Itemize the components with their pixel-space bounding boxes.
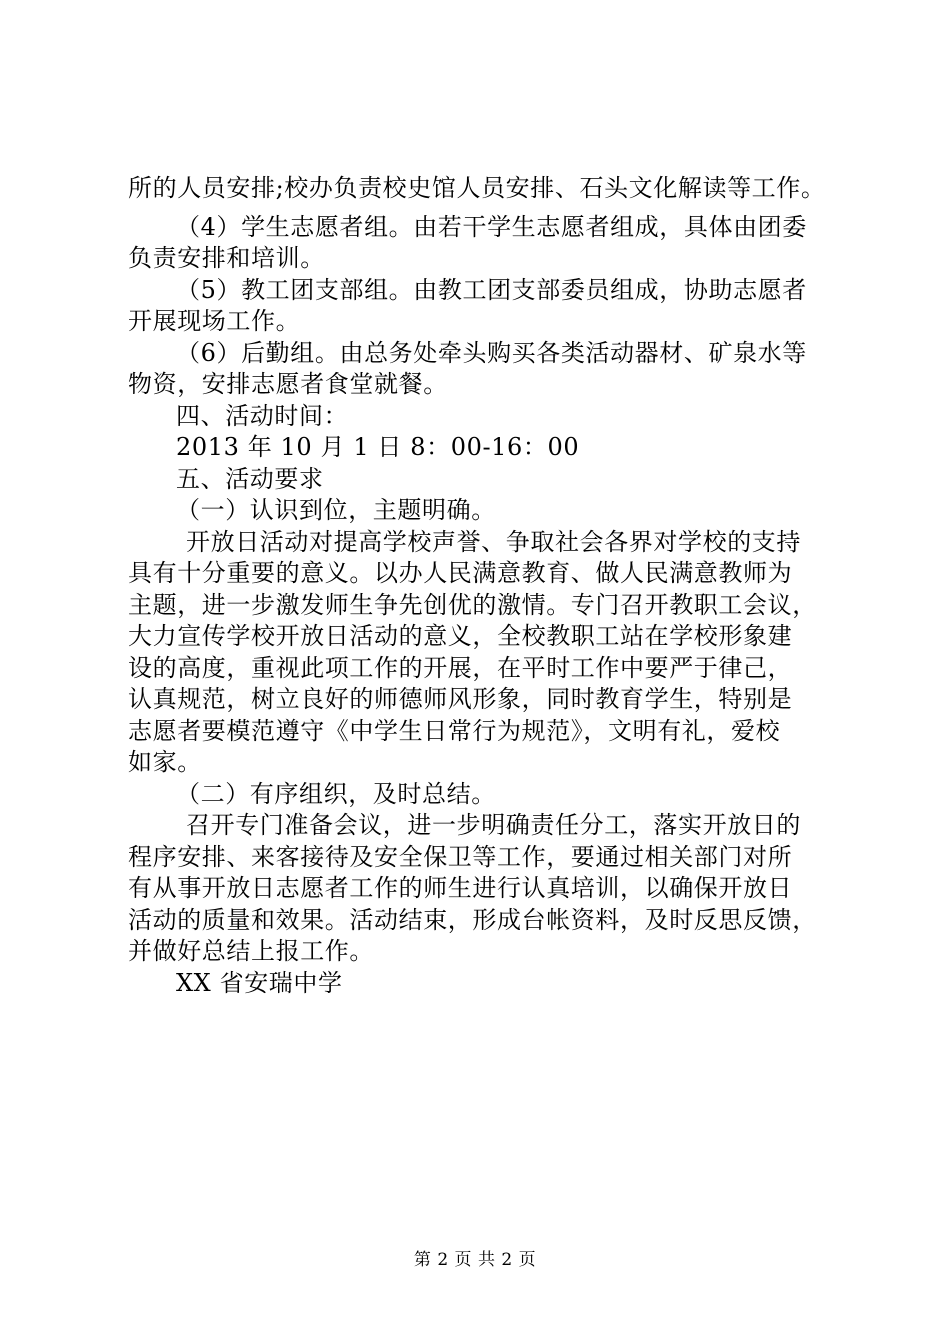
paragraph-line: 负责安排和培训。 <box>128 244 325 272</box>
paragraph-line: 认真规范，树立良好的师德师风形象，同时教育学生，特别是 <box>128 685 793 713</box>
school-signature: XX 省安瑞中学 <box>176 968 343 997</box>
paragraph-line: 召开专门准备会议，进一步明确责任分工，落实开放日的 <box>186 811 801 839</box>
page-number-footer: 第 2 页 共 2 页 <box>413 1250 537 1270</box>
paragraph-line: 并做好总结上报工作。 <box>128 937 374 965</box>
paragraph-line: 志愿者要模范遵守《中学生日常行为规范》，文明有礼，爱校 <box>128 716 781 745</box>
paragraph-line: 所的人员安排;校办负责校史馆人员安排、石头文化解读等工作。 <box>128 174 826 202</box>
paragraph-line: （4）学生志愿者组。由若干学生志愿者组成，具体由团委 <box>176 212 807 241</box>
subsection-heading: （二）有序组织，及时总结。 <box>176 779 496 808</box>
paragraph-line: 有从事开放日志愿者工作的师生进行认真培训，以确保开放日 <box>128 874 793 902</box>
paragraph-line: 开展现场工作。 <box>128 307 301 335</box>
paragraph-line: 设的高度，重视此项工作的开展，在平时工作中要严于律己， <box>128 653 793 682</box>
section-heading: 四、活动时间： <box>176 401 349 430</box>
paragraph-line: 如家。 <box>128 748 202 776</box>
paragraph-line: 物资，安排志愿者食堂就餐。 <box>128 370 448 398</box>
activity-datetime: 2013 年 10 月 1 日 8：00-16：00 <box>176 433 580 461</box>
section-heading: 五、活动要求 <box>176 464 324 493</box>
paragraph-spacer <box>128 205 848 212</box>
paragraph-line: 大力宣传学校开放日活动的意义，全校教职工站在学校形象建 <box>128 622 793 650</box>
paragraph-line: 活动的质量和效果。活动结束，形成台帐资料，及时反思反馈， <box>128 905 817 934</box>
paragraph-line: （6）后勤组。由总务处牵头购买各类活动器材、矿泉水等 <box>176 338 807 367</box>
paragraph-line: 具有十分重要的意义。以办人民满意教育、做人民满意教师为 <box>128 559 793 587</box>
document-body <box>128 173 848 999</box>
paragraph-line: （5）教工团支部组。由教工团支部委员组成，协助志愿者 <box>176 275 807 304</box>
paragraph-line: 程序安排、来客接待及安全保卫等工作，要通过相关部门对所 <box>128 842 793 871</box>
paragraph-line: 开放日活动对提高学校声誉、争取社会各界对学校的支持 <box>186 527 801 556</box>
subsection-heading: （一）认识到位，主题明确。 <box>176 496 496 524</box>
paragraph-line: 主题，进一步激发师生争先创优的激情。专门召开教职工会议， <box>128 590 817 619</box>
